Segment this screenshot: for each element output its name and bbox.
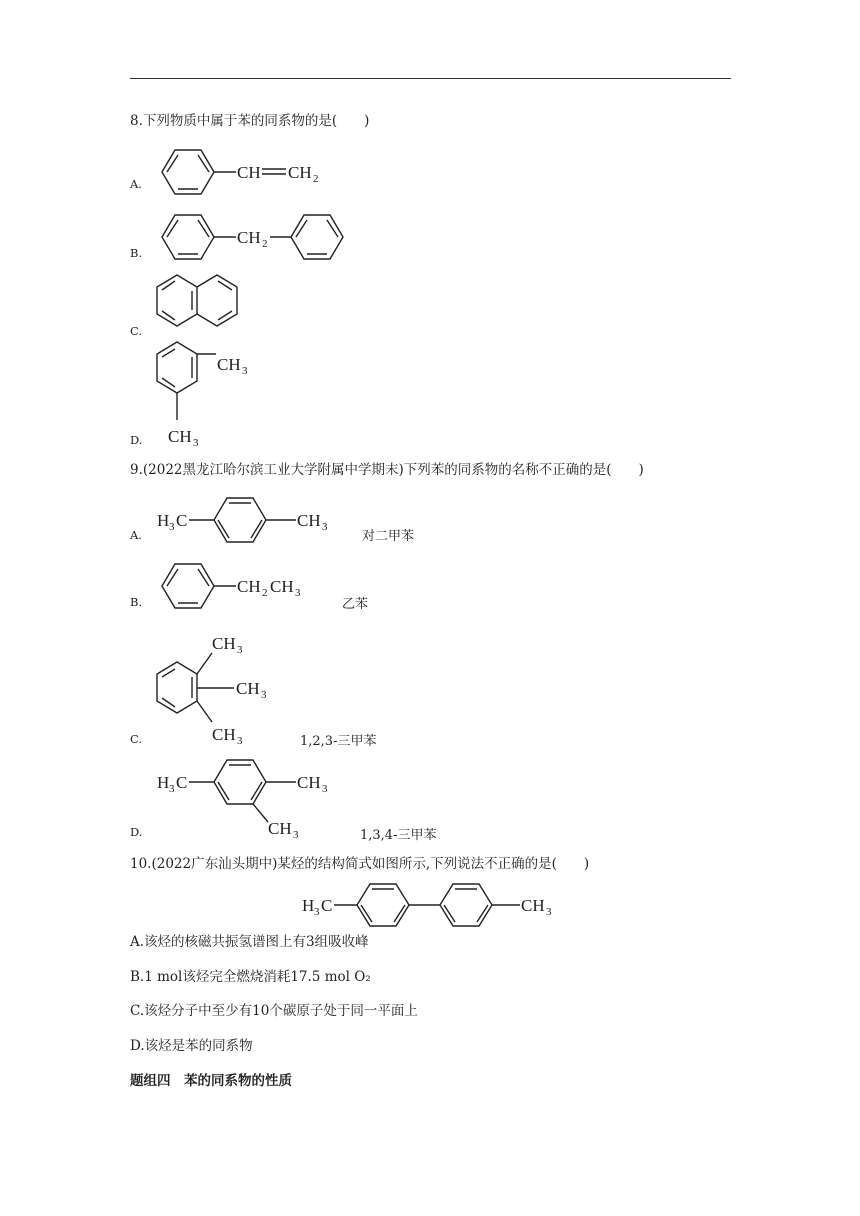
svg-text:CH: CH xyxy=(217,355,241,374)
svg-text:C: C xyxy=(321,896,333,915)
q9-d-structure xyxy=(157,760,328,841)
q8-option-c-label[interactable]: C. xyxy=(130,324,143,338)
svg-text:3: 3 xyxy=(322,521,328,533)
q10-option-c[interactable]: C.该烃分子中至少有10个碳原子处于同一平面上 xyxy=(130,1003,418,1019)
svg-text:C: C xyxy=(176,511,188,530)
svg-text:CH: CH xyxy=(268,819,292,838)
q9-option-c-label[interactable]: C. xyxy=(130,732,143,746)
svg-text:H: H xyxy=(157,511,170,530)
svg-text:CH: CH xyxy=(297,511,321,530)
q9-b-structure xyxy=(162,564,301,608)
svg-text:CH: CH xyxy=(168,427,192,446)
q10-structure xyxy=(302,884,552,926)
q9-a-structure xyxy=(157,498,328,542)
question-10-stem: 10.(2022广东汕头期中)某烃的结构简式如图所示,下列说法不正确的是( ) xyxy=(130,856,590,872)
svg-text:CH: CH xyxy=(237,163,261,182)
q10-option-d[interactable]: D.该烃是苯的同系物 xyxy=(130,1038,253,1054)
svg-text:3: 3 xyxy=(237,644,243,656)
svg-text:3: 3 xyxy=(546,906,552,918)
q9-option-b-label[interactable]: B. xyxy=(130,595,143,609)
svg-text:3: 3 xyxy=(169,783,175,795)
svg-text:2: 2 xyxy=(313,173,319,185)
q8-option-b-label[interactable]: B. xyxy=(130,246,143,260)
svg-text:3: 3 xyxy=(169,521,175,533)
svg-text:3: 3 xyxy=(193,437,199,449)
q10-option-a[interactable]: A.该烃的核磁共振氢谱图上有3组吸收峰 xyxy=(130,934,369,950)
q9-option-c-name: 1,2,3-三甲苯 xyxy=(300,734,377,749)
svg-text:CH: CH xyxy=(297,773,321,792)
svg-text:H: H xyxy=(157,773,170,792)
q8-option-d-label[interactable]: D. xyxy=(130,433,143,447)
svg-text:CH: CH xyxy=(236,679,260,698)
question-8-stem: 8.下列物质中属于苯的同系物的是( ) xyxy=(130,113,370,129)
q10-option-b[interactable]: B.1 mol该烃完全燃烧消耗17.5 mol O₂ xyxy=(130,969,371,985)
q8-option-a-label[interactable]: A. xyxy=(130,177,142,191)
svg-text:3: 3 xyxy=(295,587,301,599)
svg-text:CH: CH xyxy=(270,577,294,596)
svg-text:CH: CH xyxy=(288,163,312,182)
svg-text:CH: CH xyxy=(237,577,261,596)
q9-c-structure xyxy=(157,634,267,747)
svg-text:CH: CH xyxy=(521,896,545,915)
q8-c-structure xyxy=(157,275,237,326)
svg-text:CH: CH xyxy=(212,634,236,653)
q9-option-d-name: 1,3,4-三甲苯 xyxy=(360,828,437,843)
svg-text:3: 3 xyxy=(261,689,267,701)
q8-d-structure xyxy=(157,342,248,449)
svg-text:2: 2 xyxy=(262,238,268,250)
svg-text:3: 3 xyxy=(242,365,248,377)
section-title: 题组四 苯的同系物的性质 xyxy=(130,1073,292,1089)
svg-text:H: H xyxy=(302,896,315,915)
q9-option-a-name: 对二甲苯 xyxy=(362,529,415,544)
q9-option-b-name: 乙苯 xyxy=(342,597,369,612)
svg-text:CH: CH xyxy=(212,725,236,744)
q9-option-a-label[interactable]: A. xyxy=(130,528,142,542)
svg-text:CH: CH xyxy=(237,228,261,247)
svg-text:3: 3 xyxy=(322,783,328,795)
svg-text:3: 3 xyxy=(314,906,320,918)
svg-text:2: 2 xyxy=(262,587,268,599)
question-9-stem: 9.(2022黑龙江哈尔滨工业大学附属中学期末)下列苯的同系物的名称不正确的是( ) xyxy=(130,462,644,478)
q8-a-structure xyxy=(162,150,319,194)
svg-text:3: 3 xyxy=(293,829,299,841)
svg-text:3: 3 xyxy=(237,735,243,747)
svg-text:C: C xyxy=(176,773,188,792)
q9-option-d-label[interactable]: D. xyxy=(130,825,143,839)
q8-b-structure xyxy=(162,215,343,259)
